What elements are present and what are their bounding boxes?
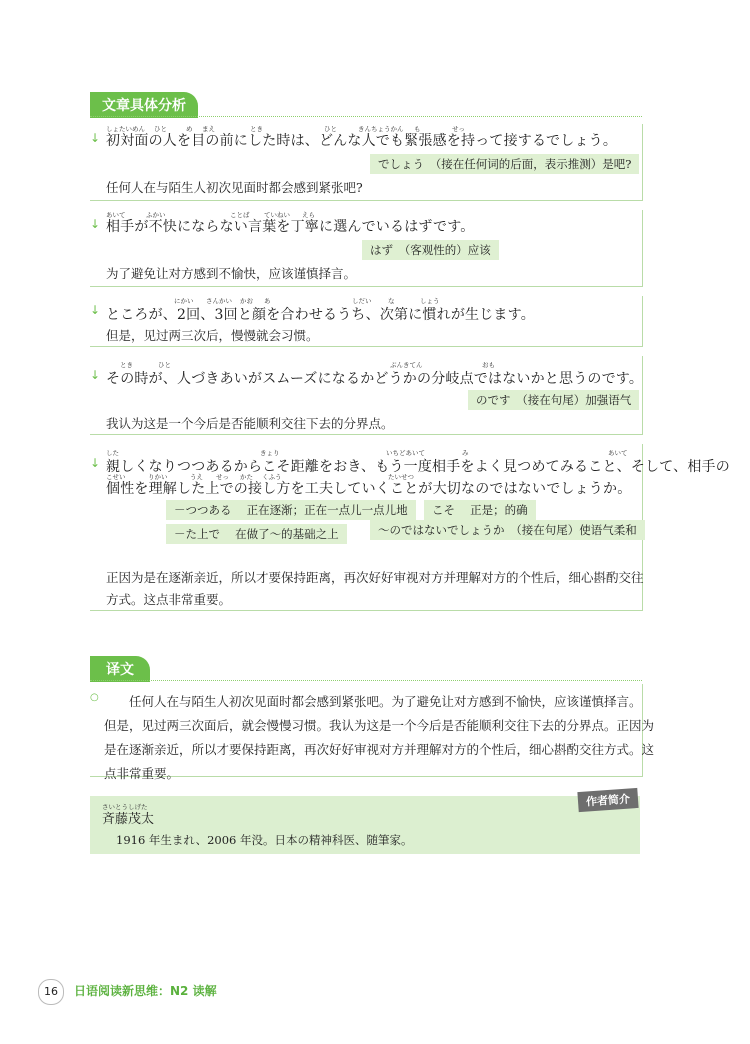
section-title-translation: 译文	[90, 656, 150, 682]
chinese-translation: 任何人在与陌生人初次见面时都会感到紧张吧?	[106, 180, 363, 195]
ruby-line: ぶんきてん	[390, 361, 423, 369]
analysis-item-4	[90, 356, 643, 435]
author-name-reading: さいとうしげた	[102, 803, 148, 811]
ruby-line: とき	[120, 361, 133, 369]
analysis-item-3	[90, 296, 643, 347]
ruby-line: ひと	[324, 125, 337, 133]
ruby-line: み	[462, 449, 469, 457]
author-bio: 1916 年生まれ、2006 年没。日本の精神科医、随筆家。	[116, 833, 413, 847]
grammar-note: －た上で 在做了～的基础之上	[166, 524, 347, 544]
chinese-translation: 但是，见过两三次后，慢慢就会习惯。	[106, 328, 319, 343]
ruby-line: ふかい	[146, 211, 166, 219]
author-profile	[90, 792, 640, 854]
ruby-line: いちどあいて	[386, 449, 425, 457]
ruby-line: しょたいめん	[106, 125, 145, 133]
chinese-translation-continued: 方式。这点非常重要。	[106, 592, 232, 607]
ruby-line: め	[186, 125, 193, 133]
ruby-line: な	[388, 297, 395, 305]
ruby-line: せっ	[216, 473, 229, 481]
ruby-line: きんちょうかん	[358, 125, 404, 133]
ruby-line: こせい	[106, 473, 126, 481]
translation-line: 点非常重要。	[104, 766, 180, 781]
grammar-note: のです （接在句尾）加强语气	[468, 390, 639, 410]
ruby-line: えら	[302, 211, 315, 219]
ruby-line: くふう	[262, 473, 282, 481]
circle-bullet-icon: ○	[90, 692, 99, 703]
ruby-line: ひと	[158, 361, 171, 369]
grammar-note: ～のではないでしょうか （接在句尾）使语气柔和	[370, 520, 645, 540]
section-divider	[90, 680, 642, 681]
ruby-line: ひと	[154, 125, 167, 133]
japanese-sentence: ところが、2回、3回と顔を合わせるうち、次第に慣れが生じます。	[106, 307, 535, 323]
japanese-sentence: 親しくなりつつあるからこそ距離をおき、もう一度相手をよく見つめてみること、そして、相手の	[106, 459, 730, 475]
ruby-line: さんかい	[206, 297, 232, 305]
grammar-note: はず （客观性的）应该	[362, 240, 499, 260]
japanese-sentence: 相手が不快にならない言葉を丁寧に選んでいるはずです。	[106, 219, 475, 235]
grammar-note: －つつある 正在逐渐；正在一点儿一点儿地	[166, 500, 416, 520]
translation-line: 任何人在与陌生人初次见面时都会感到紧张吧。为了避免让对方感到不愉快，应该谨慎择言。	[129, 694, 642, 709]
ruby-line: とき	[250, 125, 263, 133]
ruby-line: うえ	[190, 473, 203, 481]
ruby-line: しょう	[420, 297, 440, 305]
ruby-line: きょり	[260, 449, 280, 457]
japanese-sentence: その時が、人づきあいがスムーズになるかどうかの分岐点ではないかと思うのです。	[106, 371, 644, 387]
japanese-sentence: 初対面の人を目の前にした時は、どんな人でも緊張感を持って接するでしょう。	[106, 133, 618, 149]
book-title: 日语阅读新思维：N2 读解	[74, 984, 217, 998]
ruby-line: おも	[482, 361, 495, 369]
section-title-analysis: 文章具体分析	[90, 92, 198, 118]
chinese-translation: 为了避免让对方感到不愉快，应该谨慎择言。	[106, 266, 357, 281]
down-arrow-icon: ↓	[90, 456, 101, 470]
page-number: 16	[38, 979, 64, 1005]
ruby-line: した	[106, 449, 119, 457]
section-divider	[90, 116, 642, 117]
ruby-line: ことば	[230, 211, 250, 219]
translation-line: 是在逐渐亲近，所以才要保持距离，再次好好审视对方并理解对方的个性后，细心斟酌交往方式。这	[104, 742, 655, 757]
ruby-line: も	[414, 125, 421, 133]
down-arrow-icon: ↓	[90, 368, 101, 382]
down-arrow-icon: ↓	[90, 131, 101, 145]
ruby-line: かた	[240, 473, 253, 481]
chinese-translation: 正因为是在逐渐亲近，所以才要保持距离，再次好好审视对方并理解对方的个性后，细心斟酌交往	[106, 570, 644, 585]
chinese-translation: 我认为这是一个今后是否能顺利交往下去的分界点。	[106, 416, 394, 431]
ruby-line: あいて	[106, 211, 126, 219]
ruby-line: にかい	[174, 297, 194, 305]
ruby-line: ていねい	[264, 211, 290, 219]
ruby-line: せっ	[452, 125, 465, 133]
grammar-note: こそ 正是；的确	[424, 500, 536, 520]
japanese-sentence-continued: 個性を理解した上での接し方を工夫していくことが大切なのではないでしょうか。	[106, 481, 632, 497]
analysis-item-1	[90, 124, 643, 201]
ruby-line: まえ	[202, 125, 215, 133]
analysis-item-5	[90, 444, 730, 611]
grammar-note: でしょう （接在任何词的后面，表示推测）是吧?	[370, 154, 639, 174]
ruby-line: あいて	[608, 449, 628, 457]
author-badge: 作者简介	[577, 788, 638, 812]
translation-line: 但是，见过两三次面后，就会慢慢习惯。我认为这是一个今后是否能顺利交往下去的分界点。正因为	[104, 718, 655, 733]
ruby-line: しだい	[352, 297, 372, 305]
ruby-line: たいせつ	[388, 473, 414, 481]
translation-box	[90, 684, 655, 781]
ruby-line: あ	[264, 297, 271, 305]
ruby-line: かお	[240, 297, 253, 305]
down-arrow-icon: ↓	[90, 303, 101, 317]
author-name: 斉藤茂太	[102, 812, 155, 827]
ruby-line: りかい	[148, 473, 168, 481]
down-arrow-icon: ↓	[90, 217, 101, 231]
analysis-item-2	[90, 210, 643, 287]
